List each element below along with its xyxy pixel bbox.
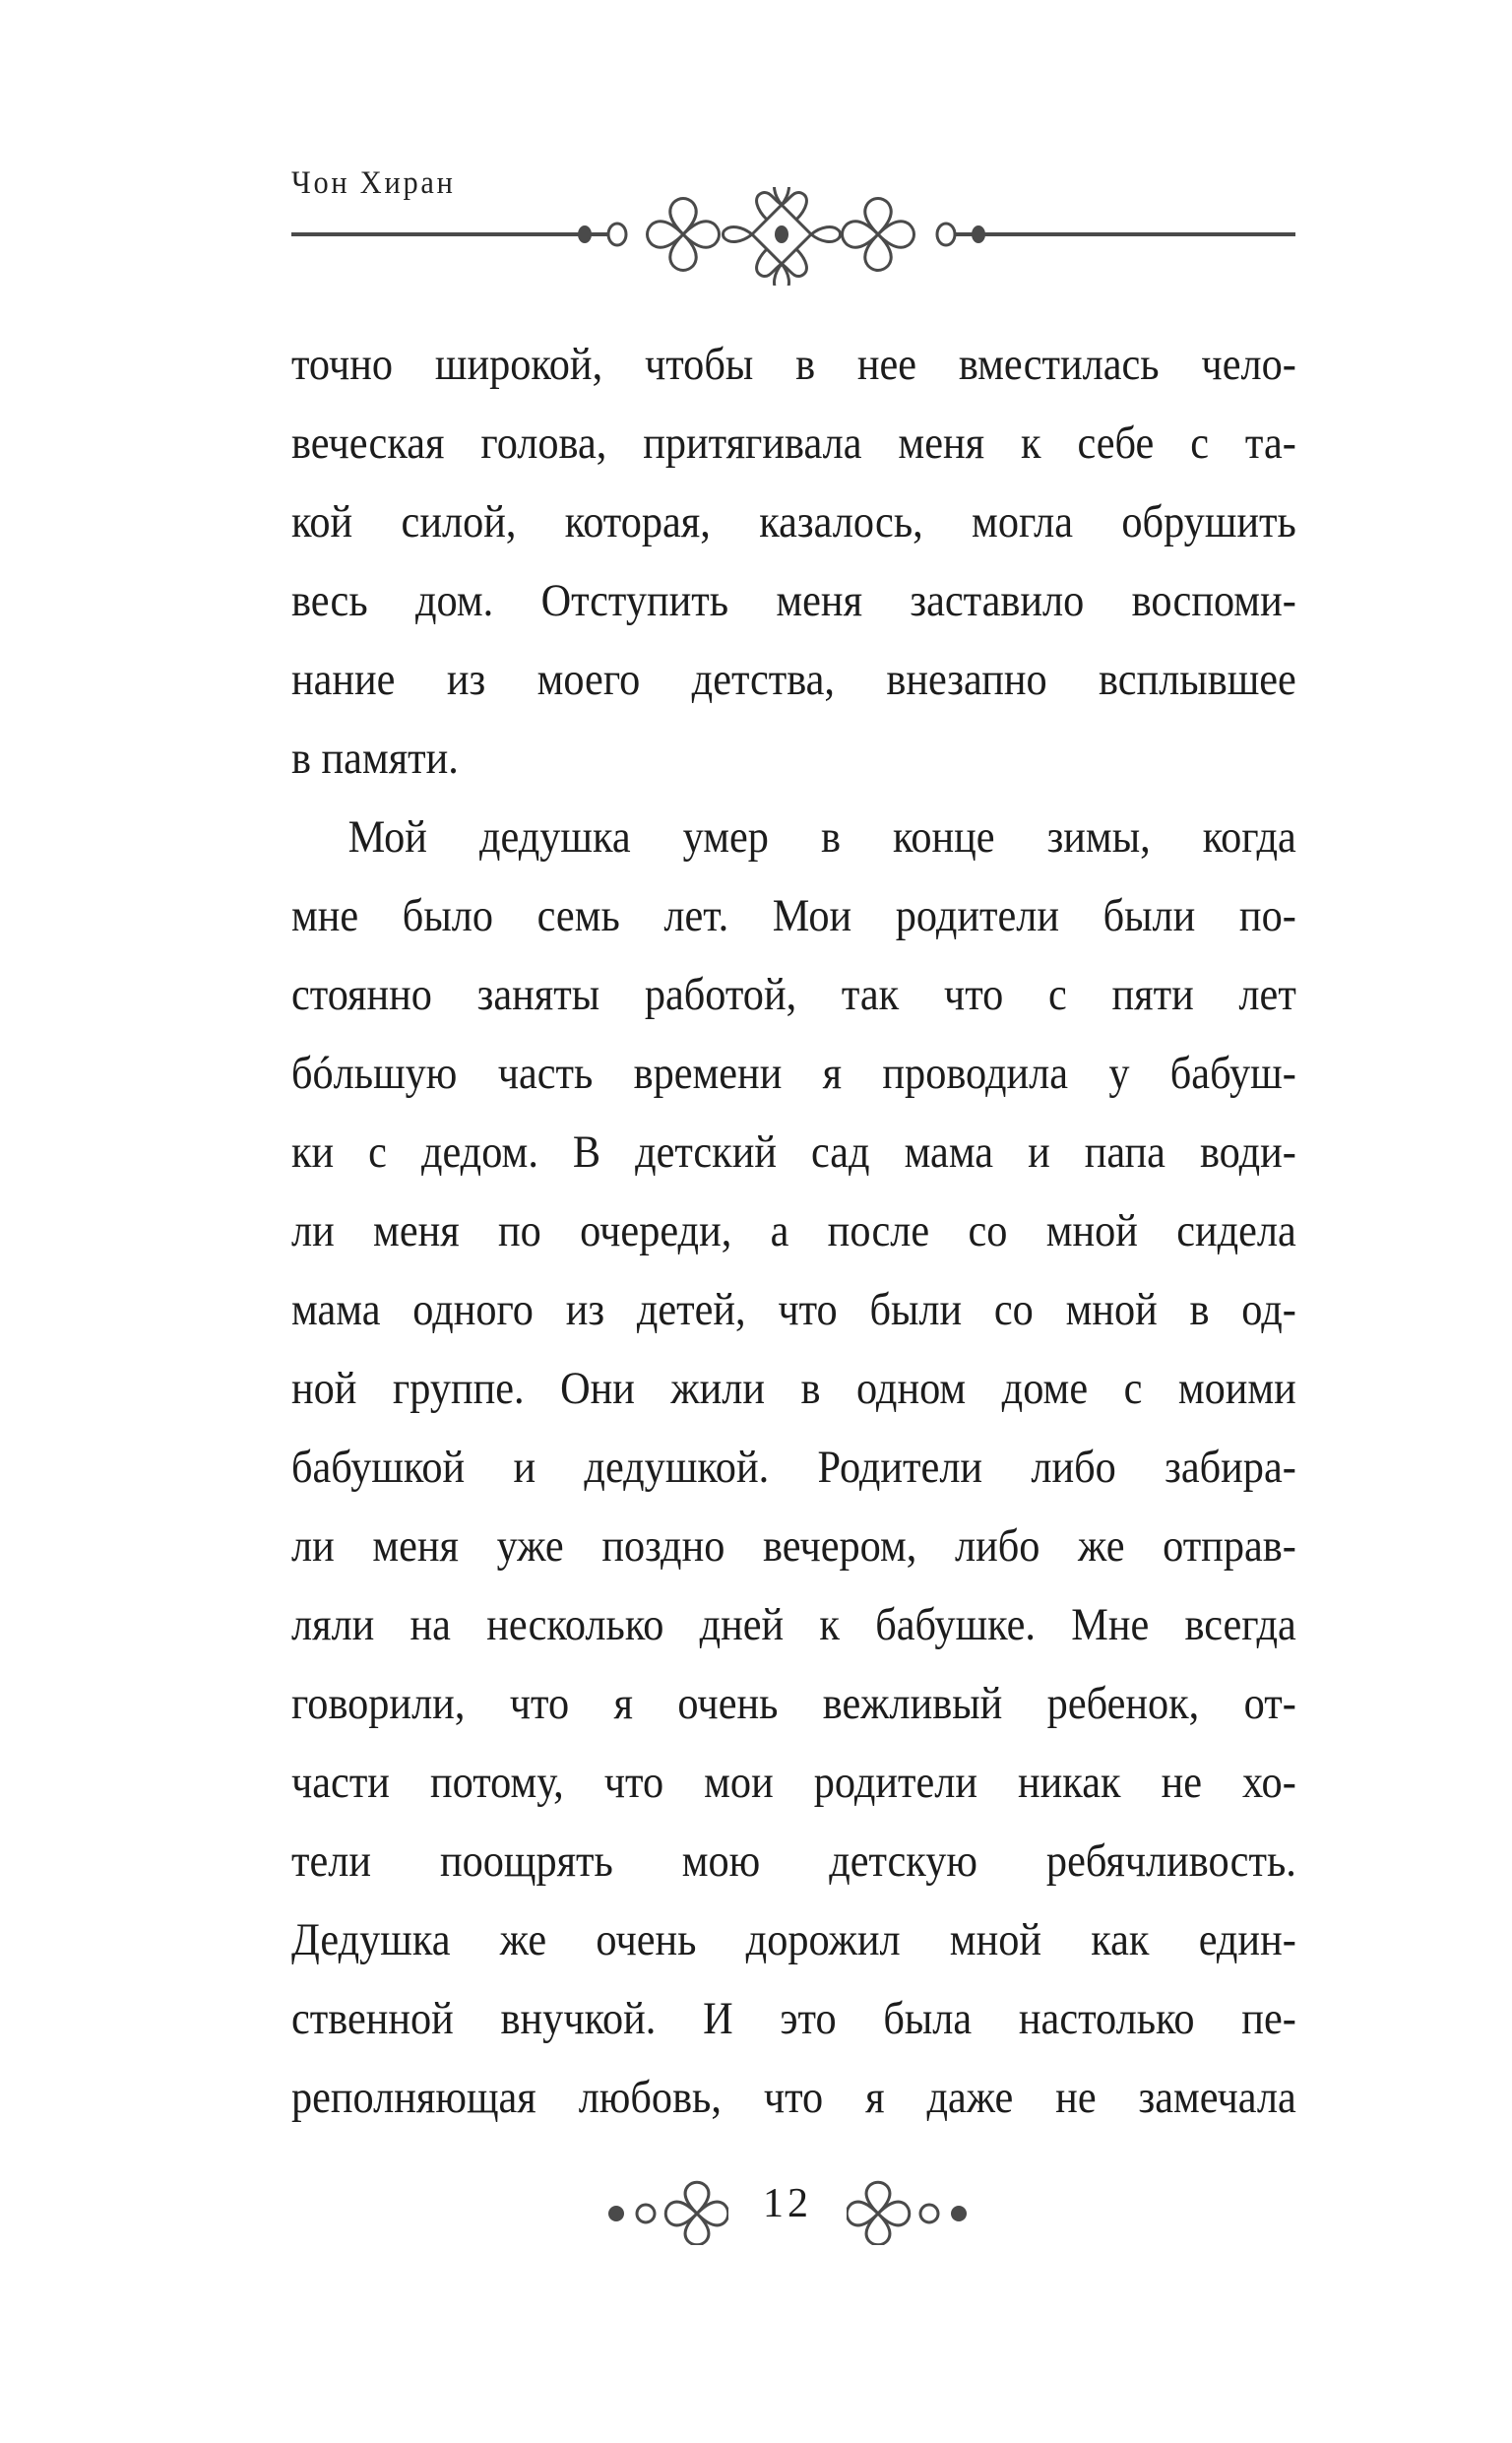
text-line: ли меня уже поздно вечером, либо же отправ- [291,1520,1296,1572]
text-line: ляли на несколько дней к бабушке. Мне всегда [291,1599,1296,1650]
page-footer [600,2176,975,2245]
text-line: весь дом. Отступить меня заставило воспоми- [291,575,1296,626]
text-line: бабушкой и дедушкой. Родители либо забира- [291,1442,1296,1493]
text-line: реполняющая любовь, что я даже не замечала [291,2072,1296,2123]
paragraph-1 [291,325,1295,798]
footer-ornament-right-icon [847,2176,975,2245]
page-number: 12 [763,2181,812,2226]
text-line: ственной внучкой. И это была настолько пе- [291,1993,1296,2044]
text-line: части потому, что мои родители никак не хо- [291,1757,1296,1808]
text-line: говорили, что я очень вежливый ребенок, от- [291,1678,1296,1729]
text-line: в памяти. [291,733,459,784]
text-line: мне было семь лет. Мои родители были по- [291,890,1296,941]
paragraph-2 [291,798,1295,2137]
text-line: стоянно заняты работой, так что с пяти лет [291,969,1296,1020]
text-line: ли меня по очереди, а после со мной сидела [291,1205,1296,1256]
text-line: кой силой, которая, казалось, могла обрушить [291,496,1296,547]
text-line: бóльшую часть времени я проводила у бабуш- [291,1048,1296,1099]
text-line: точно широкой, чтобы в нее вместилась чело- [291,339,1296,390]
header-ornament-icon [291,187,1295,286]
text-line: мама одного из детей, что были со мной в од- [291,1284,1296,1335]
text-line: ки с дедом. В детский сад мама и папа води- [291,1126,1296,1178]
text-line: Мой дедушка умер в конце зимы, когда [347,811,1296,863]
text-line: веческая голова, притягивала меня к себе с та- [291,418,1296,469]
text-line: ной группе. Они жили в одном доме с моими [291,1363,1296,1414]
running-head-author: Чон Хиран [291,165,456,201]
text-line: Дедушка же очень дорожил мной как един- [291,1914,1296,1965]
text-line: нание из моего детства, внезапно всплывшее [291,654,1296,705]
body-text [291,325,1295,2137]
text-line: тели поощрять мою детскую ребячливость. [291,1835,1296,1887]
